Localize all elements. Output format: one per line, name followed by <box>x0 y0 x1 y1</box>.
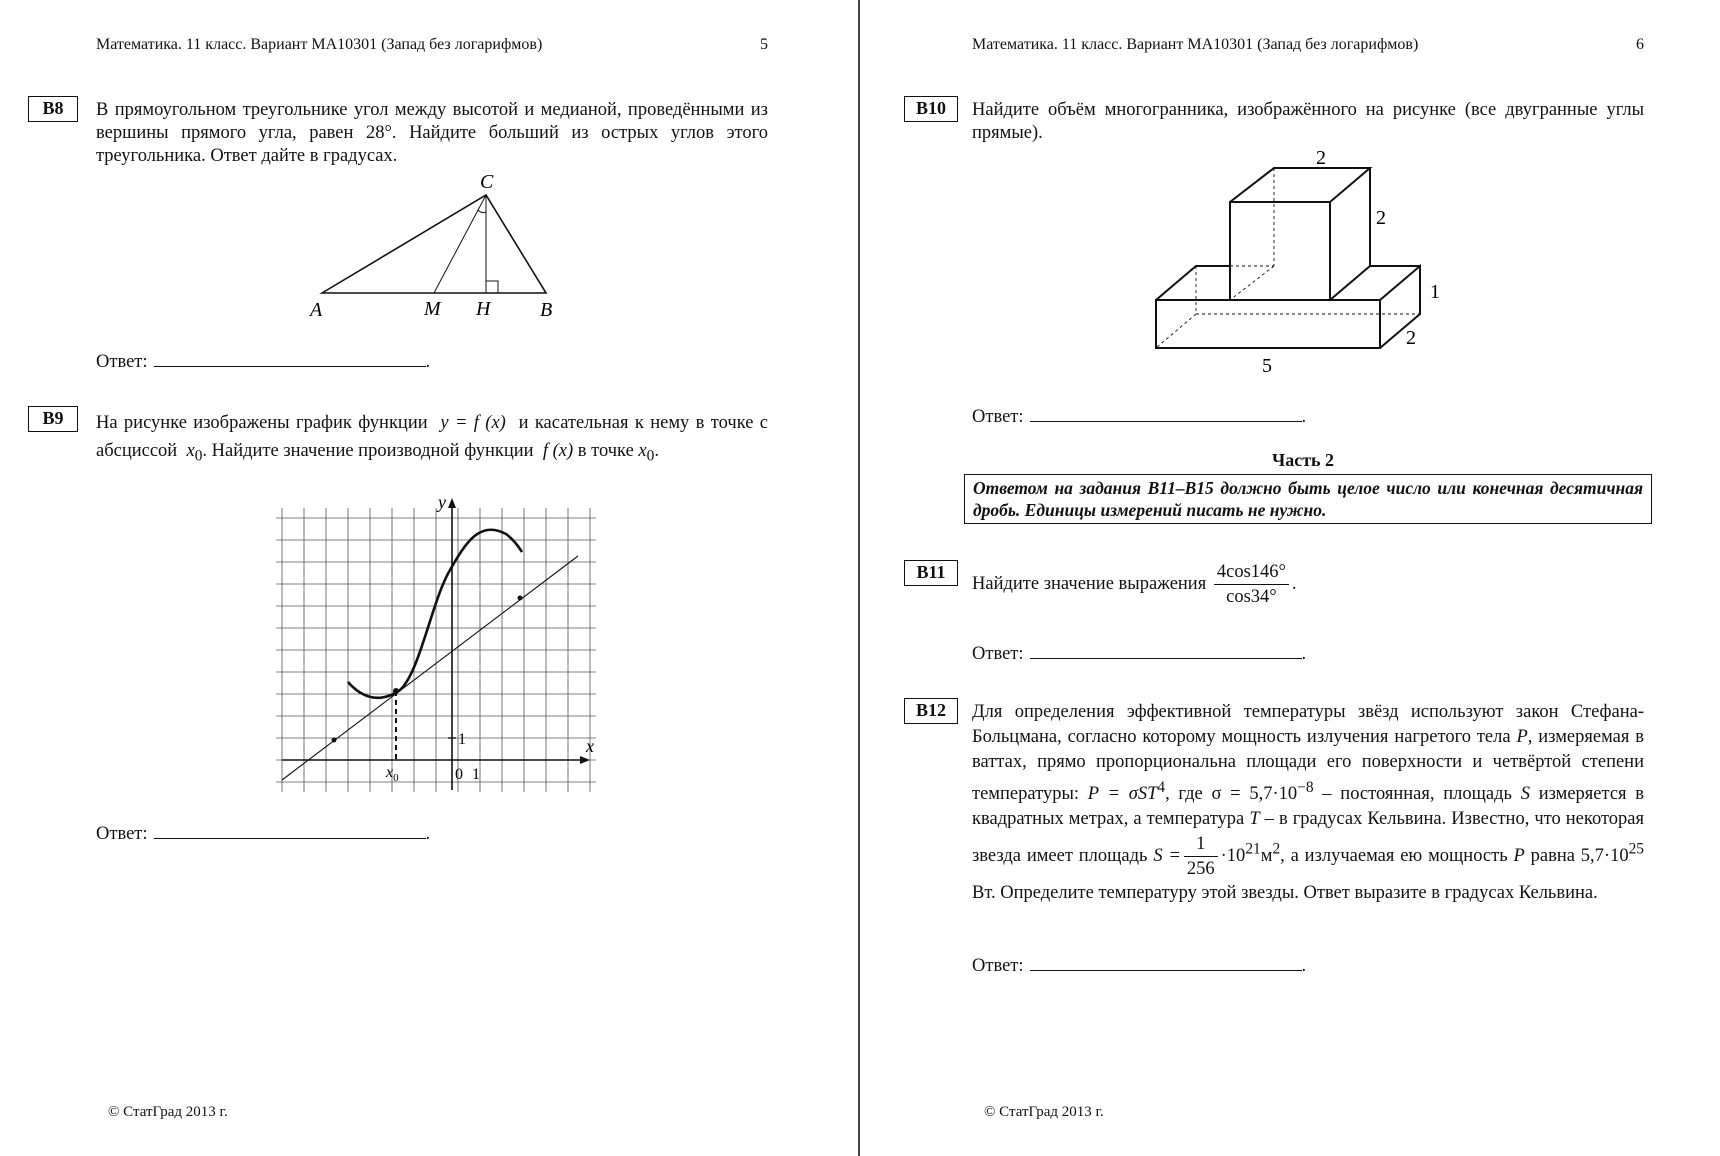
vertex-label-b: B <box>540 299 553 321</box>
problem-label-b9: В9 <box>28 406 78 432</box>
tick-label-x-1: 1 <box>472 766 480 783</box>
problem-text-b9: На рисунке изображены график функции y = f (x) и касательная к нему в точке с абсциссой $x_0$. Найдите значение производной функции f (x) в точке $x_0$. <box>96 413 769 465</box>
page-left <box>0 0 858 1156</box>
answer-line[interactable] <box>154 820 426 839</box>
problem-label-b12: В12 <box>904 698 958 724</box>
problem-label-b8: В8 <box>28 96 78 122</box>
tick-label-y-1: 1 <box>458 731 466 748</box>
formula-fx: f (x) <box>542 441 574 461</box>
page-footer: © СтатГрад 2013 г. <box>108 1104 228 1120</box>
answer-line[interactable] <box>1030 403 1302 422</box>
dim-label-width: 5 <box>1262 355 1272 377</box>
axis-label-x: x <box>586 736 594 756</box>
answer-label: Ответ: <box>96 824 148 844</box>
vertex-label-m: M <box>424 298 441 320</box>
answer-line[interactable] <box>154 348 426 367</box>
part2-note: Ответом на задания В11–В15 должно быть целое число или конечная десятичная дробь. Единицы измерений писать не нужно. <box>964 474 1652 524</box>
answer-field-b11[interactable]: Ответ: . <box>972 640 1306 665</box>
polyhedron-figure <box>1140 140 1480 380</box>
answer-line[interactable] <box>1030 952 1302 971</box>
page-right <box>860 0 1720 1156</box>
problem-text-b11: Найдите значение выражения $\frac{4\cos 146^\circ}{\cos 34^\circ}$ . <box>972 562 1297 607</box>
problem-label-b11: В11 <box>904 560 958 586</box>
triangle-figure <box>300 166 570 326</box>
dim-label-top: 2 <box>1316 147 1326 169</box>
answer-line[interactable] <box>1030 640 1302 659</box>
formula-y-fx: y = f (x) <box>440 413 506 433</box>
answer-label: Ответ: <box>972 956 1024 976</box>
page-footer: © СтатГрад 2013 г. <box>984 1104 1104 1120</box>
answer-label: Ответ: <box>972 407 1024 427</box>
problem-text-b12: Для определения эффективной температуры звёзд используют закон Стефана-Больцмана, согласно которому мощность излучения нагретого тела P, измеряемая в ваттах, прямо пропорциональна площади его поверхности и четвёртой степени температуры: P = σST$^4$, где $\sigma = 5,7\cdot 10^{-8}$ – постоянная, площадь S измеряется в квадратных метрах, а температура T – в градусах Кельвина. Известно, что некоторая звезда имеет площадь S = $\frac{1}{256}$ $\cdot 10^{21}м^2$, а излучаемая ею мощность P равна $5,7\cdot 10^{25}$ Вт. Определите температуру этой звезды. Ответ выразите в градусах Кельвина. <box>972 702 1645 904</box>
fraction-b11: $\frac{4\cos 146^\circ}{\cos 34^\circ}$ <box>1214 560 1289 609</box>
page-number: 5 <box>760 36 768 53</box>
part2-title: Часть 2 <box>1272 450 1335 470</box>
answer-label: Ответ: <box>96 352 148 372</box>
axis-label-y: y <box>438 492 446 512</box>
function-graph-figure <box>270 490 610 800</box>
problem-text-b10: Найдите объём многогранника, изображённого на рисунке (все двугранные углы прямые). <box>972 100 1644 143</box>
problem-text-b8: В прямоугольном треугольнике угол между высотой и медианой, проведёнными из вершины прямого угла, равен 28°. Найдите больший из острых углов этого треугольника. Ответ дайте в градусах. <box>96 100 768 166</box>
answer-field-b9[interactable]: Ответ: . <box>96 820 430 845</box>
answer-field-b10[interactable]: Ответ: . <box>972 403 1306 428</box>
dim-label-depth: 2 <box>1406 327 1416 349</box>
page-number: 6 <box>1636 36 1644 53</box>
dim-label-height-top: 2 <box>1376 207 1386 229</box>
vertex-label-a: A <box>310 299 323 321</box>
answer-field-b12[interactable]: Ответ: . <box>972 952 1306 977</box>
problem-label-b10: В10 <box>904 96 958 122</box>
x0-label: $x_0$ <box>386 764 399 784</box>
answer-field-b8[interactable]: Ответ: . <box>96 348 430 373</box>
formula-stefan: P = σST <box>1087 784 1158 805</box>
fraction-area: $\frac{1}{256}$ <box>1184 832 1218 881</box>
page-header: Математика. 11 класс. Вариант МА10301 (Запад без логарифмов) <box>96 36 543 53</box>
vertex-label-c: C <box>480 171 494 193</box>
answer-label: Ответ: <box>972 644 1024 664</box>
dim-label-height-base: 1 <box>1430 281 1440 303</box>
vertex-label-h: H <box>476 298 491 320</box>
origin-label: 0 <box>455 766 463 783</box>
page-header: Математика. 11 класс. Вариант МА10301 (Запад без логарифмов) <box>972 36 1419 53</box>
grid <box>276 508 596 792</box>
